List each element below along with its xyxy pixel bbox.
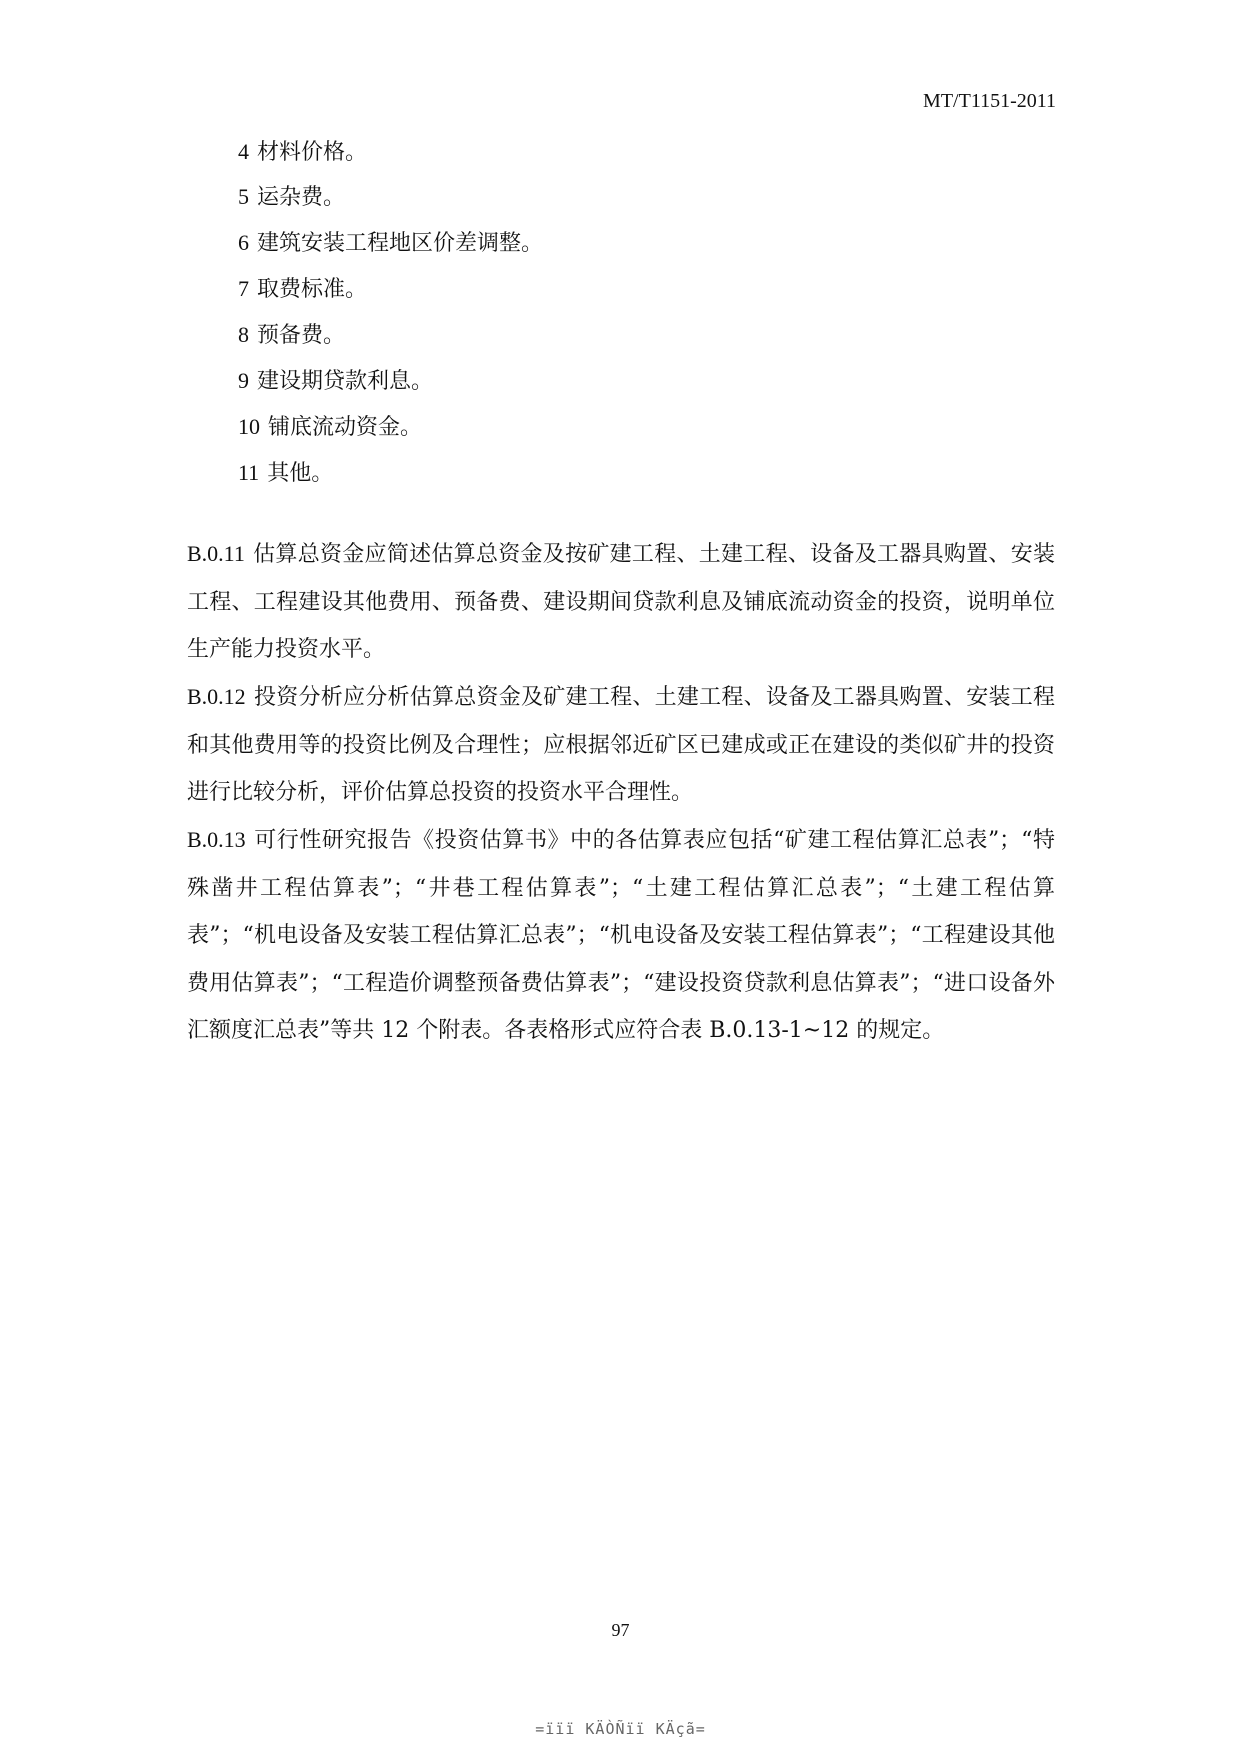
page-number: 97	[611, 1620, 630, 1640]
list-item-text: 取费标准。	[257, 277, 368, 302]
list-item-text: 运杂费。	[257, 185, 346, 210]
list-item-number: 9	[238, 368, 249, 393]
list-item	[238, 182, 345, 213]
list-item-text: 建筑安装工程地区价差调整。	[257, 231, 544, 256]
list-item-number: 4	[238, 139, 249, 164]
clause-paragraph	[187, 816, 1055, 1055]
list-item-number: 7	[238, 276, 249, 301]
list-item-text: 建设期贷款利息。	[257, 369, 434, 394]
list-item	[238, 274, 367, 305]
clause-id: B.0.13	[187, 827, 246, 852]
list-item-number: 8	[238, 322, 249, 347]
footer-mark: =ïïï KÄÒÑïï KÄçã=	[535, 1720, 706, 1738]
clause-id: B.0.11	[187, 541, 245, 566]
list-item-text: 铺底流动资金。	[268, 415, 423, 440]
standard-code: MT/T1151-2011	[923, 90, 1056, 112]
list-item	[238, 320, 345, 351]
list-item-number: 11	[238, 460, 260, 485]
list-item	[238, 458, 333, 489]
list-item	[238, 366, 433, 397]
list-item	[238, 137, 367, 168]
list-item-number: 10	[238, 414, 260, 439]
clause-text: 投资分析应分析估算总资金及矿建工程、土建工程、设备及工器具购置、安装工程和其他费用等的投资比例及合理性；应根据邻近矿区已建成或正在建设的类似矿井的投资进行比较分析，评价估算总投资的投资水平合理性。	[187, 685, 1055, 805]
list-item-text: 其他。	[267, 461, 334, 486]
list-item-number: 5	[238, 184, 249, 209]
list-item-number: 6	[238, 230, 249, 255]
list-item	[238, 412, 422, 443]
clause-id: B.0.12	[187, 684, 246, 709]
clause-paragraph	[187, 673, 1055, 817]
clause-text: 估算总资金应简述估算总资金及按矿建工程、土建工程、设备及工器具购置、安装工程、工程建设其他费用、预备费、建设期间贷款利息及铺底流动资金的投资，说明单位生产能力投资水平。	[187, 542, 1055, 662]
clause-text: 可行性研究报告《投资估算书》中的各估算表应包括“矿建工程估算汇总表”；“特殊凿井工程估算表”；“井巷工程估算表”；“土建工程估算汇总表”；“土建工程估算表”；“机电设备及安装工程估算汇总表”；“机电设备及安装工程估算表”；“工程建设其他费用估算表”；“工程造价调整预备费估算表”；“建设投资贷款利息估算表”；“进口设备外汇额度汇总表”等共 12 个附表。各表格形式应符合表 B.0.13-1~12 的规定。	[187, 828, 1055, 1043]
clause-paragraph	[187, 530, 1055, 674]
list-item	[238, 228, 543, 259]
list-item-text: 材料价格。	[257, 140, 368, 165]
list-item-text: 预备费。	[257, 323, 346, 348]
